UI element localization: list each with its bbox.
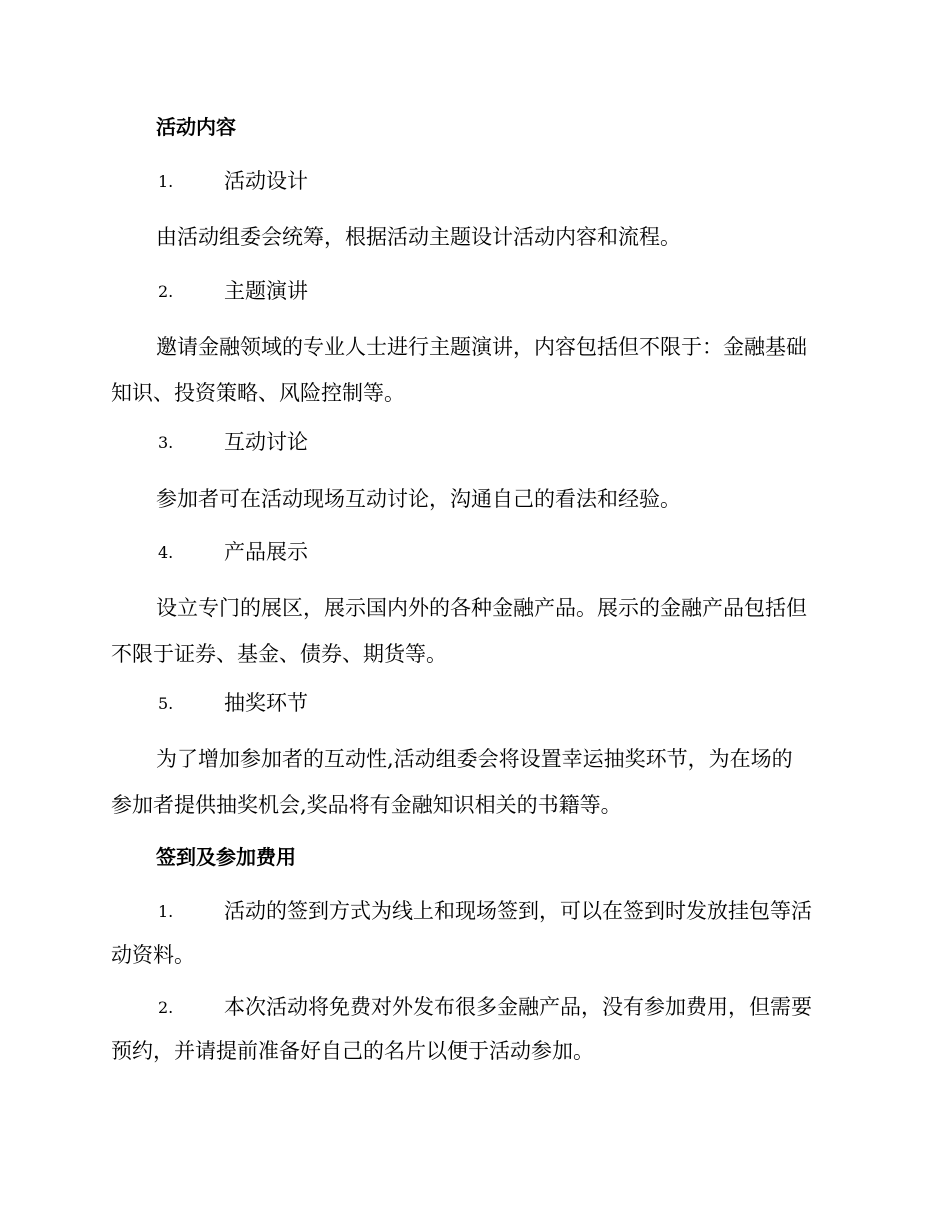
- section-heading-signin: 签到及参加费用: [156, 845, 296, 869]
- paragraph: [111, 217, 835, 257]
- list-number: 4.: [158, 543, 174, 562]
- paragraph: [111, 588, 835, 674]
- paragraph-line: 知识、投资策略、风险控制等。: [111, 381, 405, 405]
- paragraph-line: 设立专门的展区，展示国内外的各种金融产品。展示的金融产品包括但: [156, 596, 807, 620]
- list-item-text: 本次活动将免费对外发布很多金融产品，没有参加费用，但需要: [224, 995, 812, 1019]
- paragraph: [111, 739, 835, 825]
- list-number: 3.: [158, 433, 174, 452]
- list-number: 1.: [158, 902, 174, 921]
- list-number: 2.: [158, 282, 174, 301]
- paragraph-line: 参加者提供抽奖机会,奖品将有金融知识相关的书籍等。: [111, 793, 622, 817]
- list-item-title: 产品展示: [224, 540, 308, 564]
- paragraph-line: 不限于证券、基金、债券、期货等。: [111, 642, 447, 666]
- paragraph-line: 为了增加参加者的互动性,活动组委会将设置幸运抽奖环节，为在场的: [156, 747, 793, 771]
- paragraph: [111, 327, 835, 413]
- list-item-title: 互动讨论: [224, 430, 308, 454]
- list-number: 5.: [158, 694, 174, 713]
- list-item-title: 活动设计: [224, 169, 308, 193]
- paragraph-line: 参加者可在活动现场互动讨论，沟通自己的看法和经验。: [156, 487, 681, 511]
- list-item-continuation: 预约，并请提前准备好自己的名片以便于活动参加。: [111, 1039, 594, 1063]
- list-item-title: 主题演讲: [224, 279, 308, 303]
- list-item-continuation: 动资料。: [111, 943, 195, 967]
- list-item-text: 活动的签到方式为线上和现场签到，可以在签到时发放挂包等活: [224, 899, 812, 923]
- list-item-title: 抽奖环节: [224, 691, 308, 715]
- list-number: 1.: [158, 172, 174, 191]
- section-heading-content: 活动内容: [156, 115, 236, 139]
- paragraph-line: 由活动组委会统筹，根据活动主题设计活动内容和流程。: [156, 225, 681, 249]
- paragraph: [111, 479, 835, 519]
- list-number: 2.: [158, 998, 174, 1017]
- paragraph-line: 邀请金融领域的专业人士进行主题演讲，内容包括但不限于：金融基础: [156, 335, 807, 359]
